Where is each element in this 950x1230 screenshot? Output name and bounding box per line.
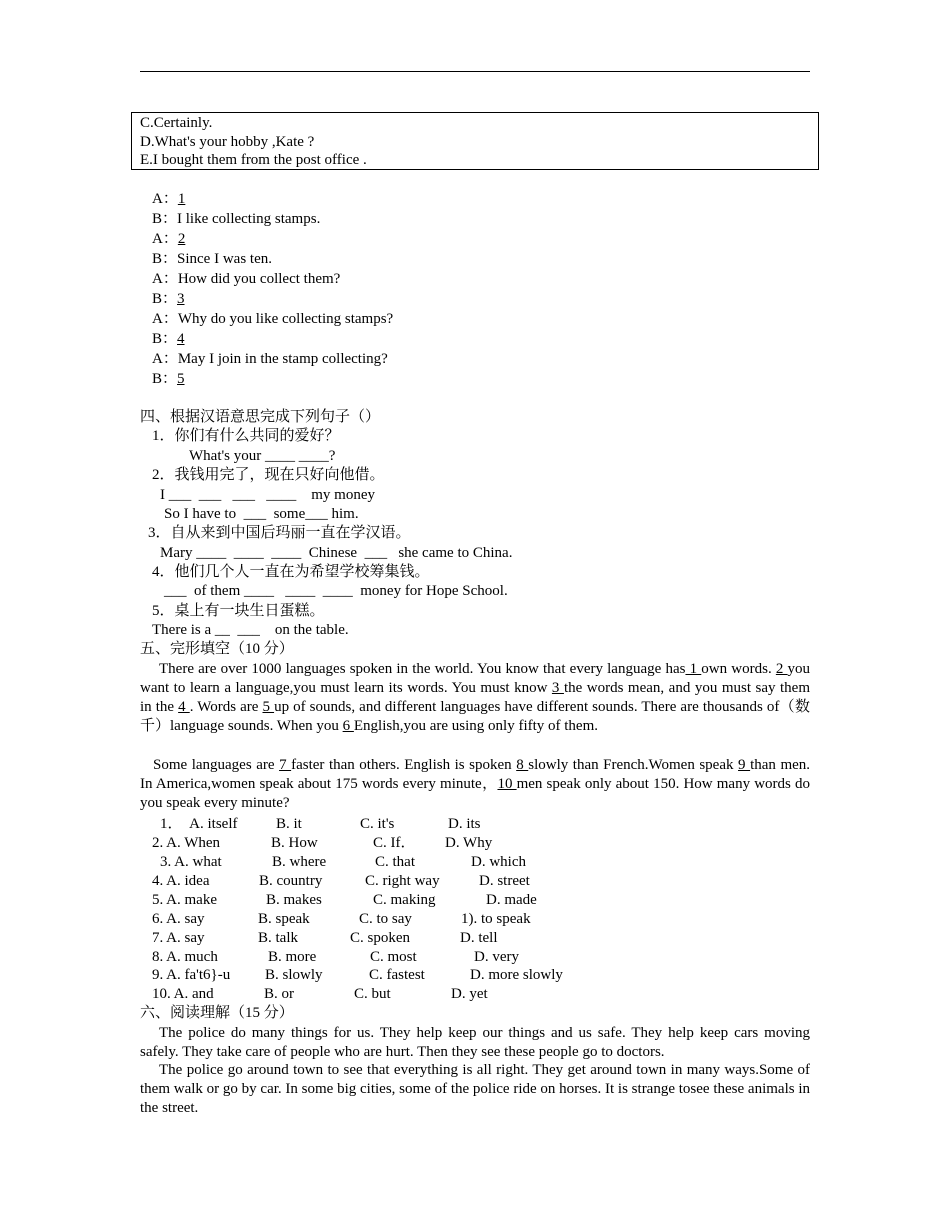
option-b: B. slowly (265, 967, 323, 983)
option-row: 6. A. say (152, 911, 205, 927)
dialogue-line: B：3 (152, 291, 185, 307)
option-e: E.I bought them from the post office . (140, 152, 367, 168)
option-row: 4. A. idea (152, 873, 210, 889)
option-c: C. that (375, 854, 415, 870)
option-d: D. street (479, 873, 530, 889)
option-c: C. but (354, 986, 391, 1002)
header-rule (140, 71, 810, 72)
question-line: 1．你们有什么共同的爱好？ (152, 428, 340, 444)
option-d: 1). to speak (461, 911, 531, 927)
dialogue-line: B：I like collecting stamps. (152, 211, 321, 227)
option-d: D. yet (451, 986, 488, 1002)
option-b: B. more (268, 949, 317, 965)
option-c: C. spoken (350, 930, 410, 946)
dialogue-line: B：Since I was ten. (152, 251, 272, 267)
cloze-paragraph-1: There are over 1000 languages spoken in the world. You know that every language has 1 own words. 2 you want to learn a language,you must learn its words. You must know 3 the words mean, and you must say them in the 4 . Words are 5 up of sounds, and different languages have different sounds. There are thousands of（数千）language sounds. When you 6 English,you are using only fifty of them. (140, 661, 811, 734)
answer-line: Mary ____ ____ ____ Chinese ___ she came to China. (160, 545, 513, 561)
option-c: C. most (370, 949, 417, 965)
option-c: C. right way (365, 873, 440, 889)
dialogue-line: A：How did you collect them? (152, 271, 341, 287)
option-d: D.What's your hobby ,Kate ? (140, 134, 315, 150)
dialogue-line: B：5 (152, 371, 185, 387)
answer-line: What's your ____ ____? (189, 448, 336, 464)
dialogue-line: B：4 (152, 331, 185, 347)
option-b: B. it (276, 816, 302, 832)
option-d: D. very (474, 949, 519, 965)
dialogue-line: A：May I join in the stamp collecting? (152, 351, 388, 367)
option-row: 8. A. much (152, 949, 218, 965)
option-d: D. made (486, 892, 537, 908)
answer-line: ___ of them ____ ____ ____ money for Hope School. (164, 583, 508, 599)
option-row: 1． A. itself (160, 816, 238, 832)
option-c: C. making (373, 892, 436, 908)
option-row: 3. A. what (160, 854, 222, 870)
option-b: B. makes (266, 892, 322, 908)
option-b: B. country (259, 873, 323, 889)
option-b: B. or (264, 986, 294, 1002)
option-b: B. How (271, 835, 318, 851)
question-line: 3．自从来到中国后玛丽一直在学汉语。 (148, 525, 411, 541)
option-d: D. tell (460, 930, 498, 946)
option-row: 9. A. fa't6}-u (152, 967, 231, 983)
option-row: 2. A. When (152, 835, 221, 851)
options-box (131, 112, 819, 170)
option-c: C. fastest (369, 967, 425, 983)
reading-paragraph-1: The police do many things for us. They help keep our things and us safe. They help keep cars moving safely. They take care of people who are hurt. Then they see these people go to doctors. (140, 1025, 810, 1060)
option-c: C.Certainly. (140, 115, 213, 131)
question-line: 2．我钱用完了，现在只好向他借。 (152, 467, 385, 483)
answer-line: I ___ ___ ___ ____ my money (160, 487, 375, 503)
question-line: 5．桌上有一块生日蛋糕。 (152, 603, 325, 619)
option-c: C. to say (359, 911, 412, 927)
option-d: D. Why (445, 835, 493, 851)
dialogue-line: A：1 (152, 191, 186, 207)
section-heading: 五、完形填空（10 分） (140, 641, 294, 657)
option-d: D. its (448, 816, 481, 832)
option-d: D. which (471, 854, 526, 870)
dialogue-line: A：Why do you like collecting stamps? (152, 311, 394, 327)
option-b: B. speak (258, 911, 310, 927)
reading-paragraph-2: The police go around town to see that everything is all right. They get around town in many ways.Some of them walk or go by car. In some big cities, some of the police ride on horses. It is strange tosee these animals in the street. (140, 1062, 810, 1116)
option-c: C. If． (373, 835, 416, 851)
option-d: D. more slowly (470, 967, 563, 983)
answer-line: There is a __ ___ on the table. (152, 622, 349, 638)
option-row: 7. A. say (152, 930, 205, 946)
option-b: B. where (272, 854, 327, 870)
question-line: 4．他们几个人一直在为希望学校筹集钱。 (152, 564, 430, 580)
option-b: B. talk (258, 930, 298, 946)
option-row: 5. A. make (152, 892, 217, 908)
answer-line: So I have to ___ some___ him. (164, 506, 359, 522)
option-row: 10. A. and (152, 986, 214, 1002)
dialogue-line: A：2 (152, 231, 186, 247)
section-heading: 四、根据汉语意思完成下列句子（） (140, 409, 381, 425)
section-heading: 六、阅读理解（15 分） (140, 1005, 294, 1021)
option-c: C. it's (360, 816, 395, 832)
cloze-paragraph-2: Some languages are 7 faster than others. English is spoken 8 slowly than French.Women speak 9 than men. In America,women speak about 175 words every minute，10 men speak only about 150. How many words do you speak every minute? (140, 757, 811, 811)
